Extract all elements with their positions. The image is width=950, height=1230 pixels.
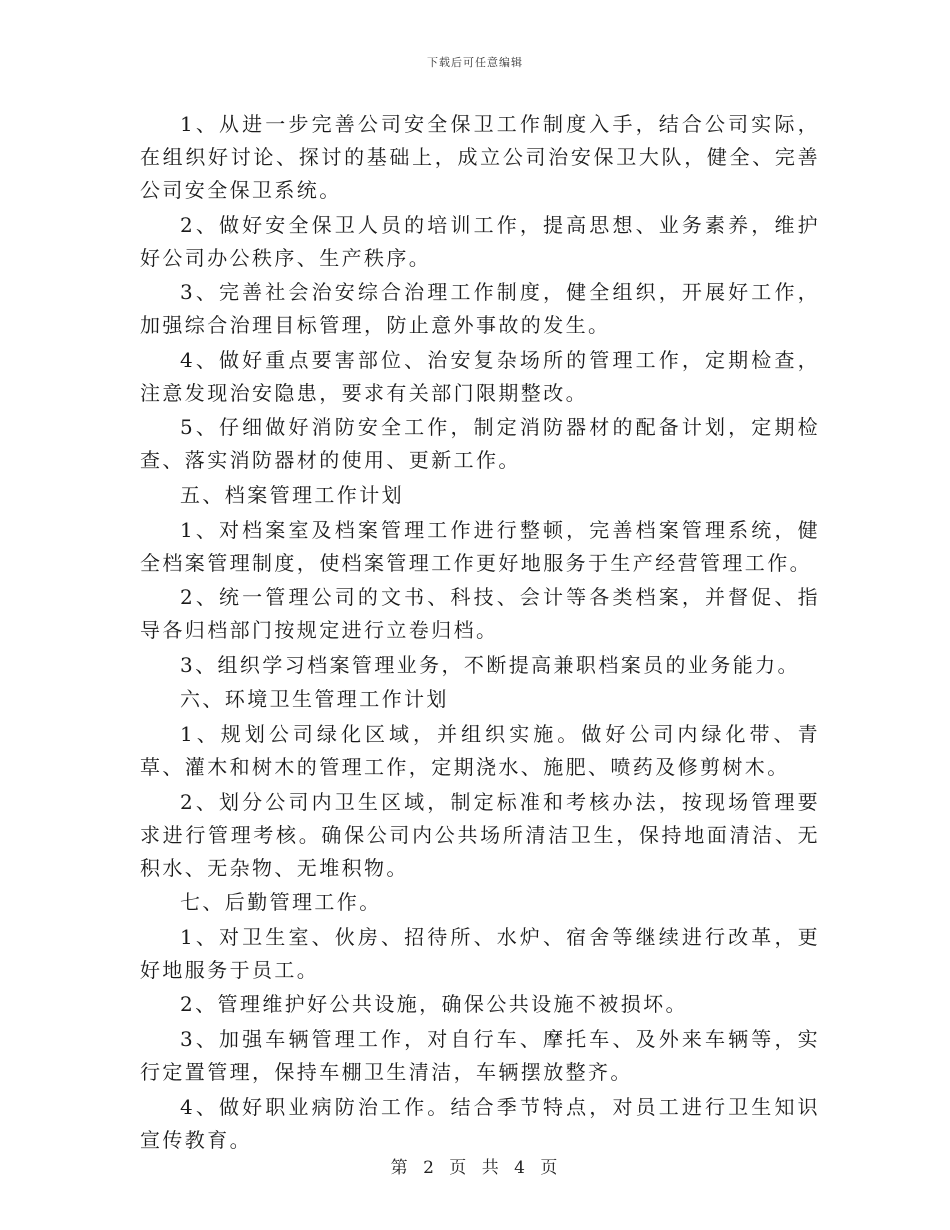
paragraph: 2、做好安全保卫人员的培训工作，提高思想、业务素养，维护好公司办公秩序、生产秩序。: [140, 212, 820, 270]
section-heading: 七、后勤管理工作。: [180, 890, 382, 915]
paragraph: 2、管理维护好公共设施，确保公共设施不被损坏。: [180, 992, 688, 1017]
paragraph: 4、做好重点要害部位、治安复杂场所的管理工作，定期检查，注意发现治安隐患，要求有关部门限期整改。: [140, 347, 820, 405]
footer-prefix: 第: [390, 1158, 410, 1178]
page-header-note: 下载后可任意编辑: [427, 56, 523, 69]
current-page-number: 2: [423, 1158, 436, 1178]
paragraph: 1、对档案室及档案管理工作进行整顿，完善档案管理系统，健全档案管理制度，使档案管理工作更好地服务于生产经营管理工作。: [140, 517, 820, 575]
paragraph: 3、组织学习档案管理业务，不断提高兼职档案员的业务能力。: [180, 652, 800, 677]
section-heading: 六、环境卫生管理工作计划: [180, 687, 449, 712]
paragraph: 3、完善社会治安综合治理工作制度，健全组织，开展好工作，加强综合治理目标管理，防止意外事故的发生。: [140, 280, 820, 338]
paragraph: 2、划分公司内卫生区域，制定标准和考核办法，按现场管理要求进行管理考核。确保公司内公共场所清洁卫生，保持地面清洁、无积水、无杂物、无堆积物。: [140, 789, 820, 880]
section-heading: 五、档案管理工作计划: [180, 482, 404, 507]
total-page-number: 4: [514, 1158, 527, 1178]
paragraph: 3、加强车辆管理工作，对自行车、摩托车、及外来车辆等，实行定置管理，保持车棚卫生清洁，车辆摆放整齐。: [140, 1026, 820, 1084]
paragraph: 1、对卫生室、伙房、招待所、水炉、宿舍等继续进行改革，更好地服务于员工。: [140, 924, 820, 982]
document-body: [140, 108, 820, 1158]
paragraph: 5、仔细做好消防安全工作，制定消防器材的配备计划，定期检查、落实消防器材的使用、更新工作。: [140, 415, 820, 473]
footer-page-word: 页: [449, 1158, 469, 1178]
paragraph: 4、做好职业病防治工作。结合季节特点，对员工进行卫生知识宣传教育。: [140, 1094, 820, 1152]
paragraph: 2、统一管理公司的文书、科技、会计等各类档案，并督促、指导各归档部门按规定进行立卷归档。: [140, 585, 820, 643]
footer-total-word: 共: [481, 1158, 501, 1178]
paragraph: 1、规划公司绿化区域，并组织实施。做好公司内绿化带、青草、灌木和树木的管理工作，定期浇水、施肥、喷药及修剪树木。: [140, 721, 820, 779]
footer-suffix: 页: [540, 1158, 560, 1178]
paragraph: 1、从进一步完善公司安全保卫工作制度入手，结合公司实际，在组织好讨论、探讨的基础上，成立公司治安保卫大队，健全、完善公司安全保卫系统。: [140, 112, 820, 202]
page-number-footer: [0, 1153, 950, 1178]
